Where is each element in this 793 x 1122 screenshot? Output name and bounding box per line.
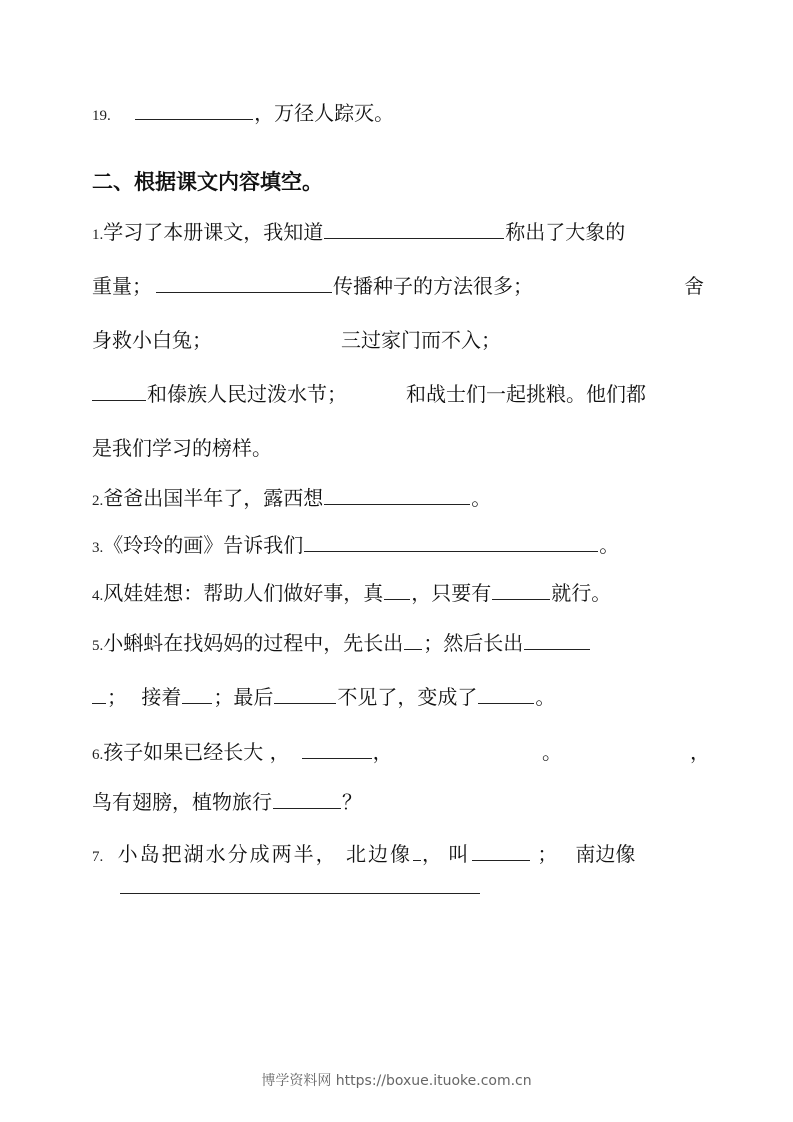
blank: [135, 101, 253, 120]
blank: [492, 581, 550, 600]
question-1-line-5: 是我们学习的榜样。: [92, 436, 272, 460]
question-1-line-1: 1.学习了本册课文，我知道 称出了大象的: [92, 220, 626, 244]
blank: [324, 486, 470, 505]
blank: [324, 220, 504, 239]
blank: [156, 274, 332, 293]
question-19: 19. ，万径人踪灭。: [92, 101, 395, 125]
blank: [384, 581, 410, 600]
question-5-line-2: ； 接着 ；最后 不见了，变成了 。: [92, 685, 555, 709]
question-1-line-2: 重量； 传播种子的方法很多；: [92, 274, 533, 298]
blank: [524, 631, 590, 650]
blank: [304, 533, 598, 552]
blank: [273, 790, 341, 809]
blank: [120, 876, 480, 894]
blank: [92, 382, 146, 401]
blank: [274, 685, 336, 704]
blank: [413, 842, 421, 861]
question-5-line-1: 5.小蝌蚪在找妈妈的过程中，先长出 ；然后长出: [92, 631, 591, 658]
question-7: 7. 小岛把湖水分成两半， 北边像 ， 叫 ； 南边像: [92, 842, 636, 866]
blank: [92, 685, 106, 704]
question-1-line-4: 和傣族人民过泼水节；: [92, 382, 347, 406]
blank: [478, 685, 534, 704]
question-2: 2.爸爸出国半年了，露西想 。: [92, 486, 492, 510]
blank: [182, 685, 212, 704]
question-4: 4.风娃娃想：帮助人们做好事，真 ，只要有 就行。: [92, 581, 612, 605]
section-heading: 二、根据课文内容填空。: [92, 170, 323, 194]
blank: [404, 631, 422, 650]
question-1-line-3: 身救小白兔；: [92, 328, 212, 352]
blank: [472, 842, 530, 861]
footer-watermark: 博学资料网 https://boxue.ituoke.com.cn: [261, 1073, 532, 1089]
blank: [302, 740, 372, 759]
question-6-line-1: 6.孩子如果已经长大 ， ，: [92, 740, 393, 764]
question-3: 3.《玲玲的画》告诉我们 。: [92, 533, 620, 557]
question-6-line-2: 鸟有翅膀，植物旅行 ？: [92, 790, 362, 814]
